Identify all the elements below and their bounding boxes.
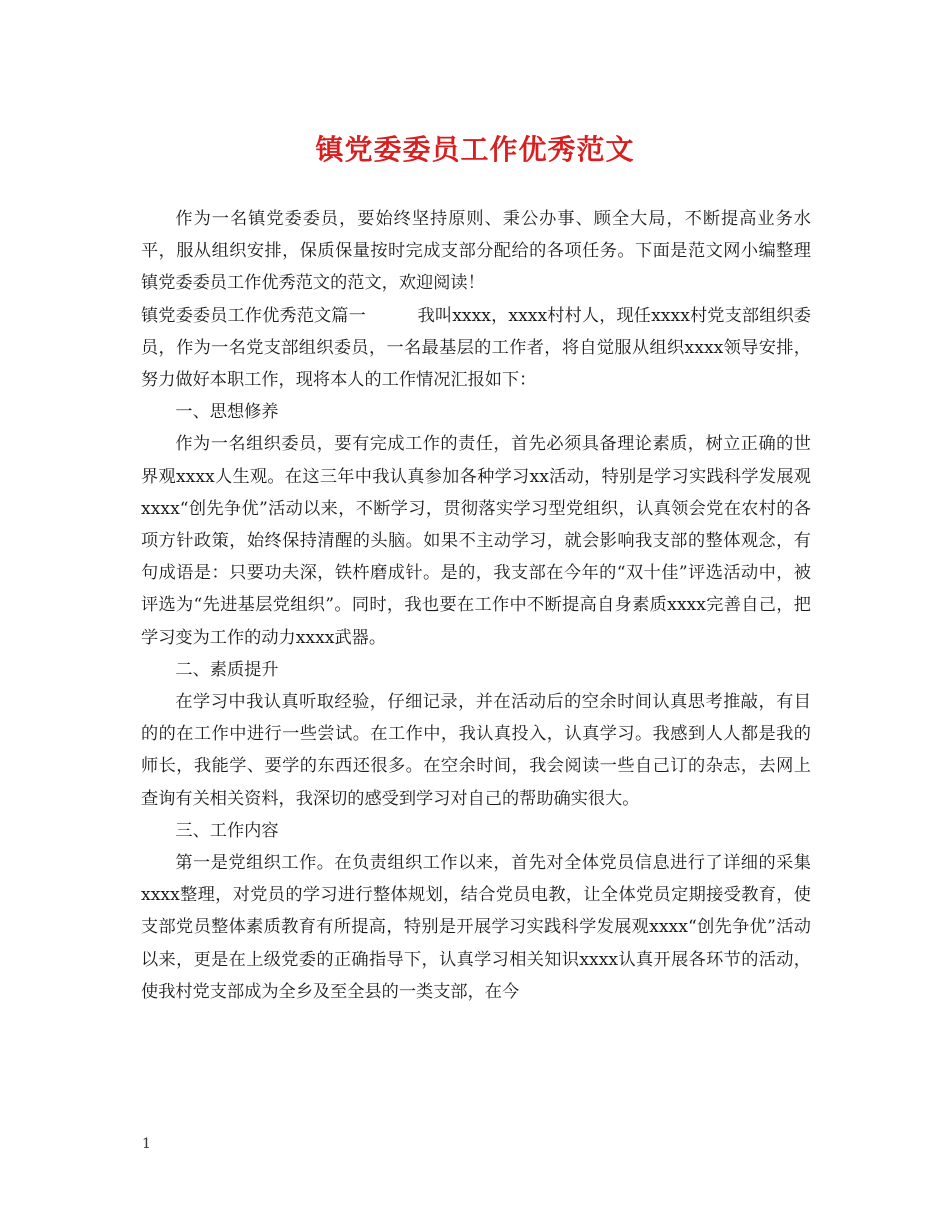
heading-work-content: 三、工作内容: [175, 820, 279, 841]
quality-improvement-paragraph: 在学习中我认真听取经验，仔细记录，并在活动后的空余时间认真思考推敲，有目的的在工作中进行一些尝试。在工作中，我认真投入，认真学习。我感到人人都是我的师长，我能学、要学的东西还很多。在空余时间，我会阅读一些自己订的杂志，去网上查询有关相关资料，我深切的感受到学习对自己的帮助确实很大。: [141, 692, 811, 809]
section-one-paragraph: [141, 300, 811, 397]
section-heading: 镇党委委员工作优秀范文篇一: [141, 305, 366, 326]
self-introduction-text: 我叫xxxx，xxxx村村人，现任xxxx村党支部组织委员，作为一名党支部组织委员，一名最基层的工作者，将自觉服从组织xxxx领导安排，努力做好本职工作，现将本人的工作情况汇报如下：: [141, 305, 811, 391]
document-title: 镇党委委员工作优秀范文: [315, 133, 635, 166]
thought-cultivation-paragraph: 作为一名组织委员，要有完成工作的责任，首先必须具备理论素质，树立正确的世界观xxxx人生观。在这三年中我认真参加各种学习xx活动，特别是学习实践科学发展观xxxx“创先争优”活动以来，不断学习，贯彻落实学习型党组织，认真领会党在农村的各项方针政策，始终保持清醒的头脑。如果不主动学习，就会影响我支部的整体观念，有句成语是：只要功夫深，铁杵磨成针。是的，我支部在今年的“双十佳”评选活动中，被评选为“先进基层党组织”。同时，我也要在工作中不断提高自身素质xxxx完善自己，把学习变为工作的动力xxxx武器。: [141, 434, 811, 648]
intro-paragraph: 作为一名镇党委委员，要始终坚持原则、秉公办事、顾全大局，不断提高业务水平，服从组织安排，保质保量按时完成支部分配给的各项任务。下面是范文网小编整理镇党委委员工作优秀范文的范文，欢迎阅读！: [141, 209, 811, 294]
page-number: 1: [142, 1136, 151, 1152]
heading-thought-cultivation: 一、思想修养: [175, 402, 279, 423]
heading-quality-improvement: 二、素质提升: [175, 659, 279, 680]
document-body: [141, 203, 811, 1008]
work-content-paragraph: 第一是党组织工作。在负责组织工作以来，首先对全体党员信息进行了详细的采集xxxx整理，对党员的学习进行整体规划，结合党员电教，让全体党员定期接受教育，使支部党员整体素质教育有所提高，特别是开展学习实践科学发展观xxxx“创先争优”活动以来，更是在上级党委的正确指导下，认真学习相关知识xxxx认真开展各环节的活动，使我村党支部成为全乡及至全县的一类支部，在今: [141, 853, 811, 1002]
